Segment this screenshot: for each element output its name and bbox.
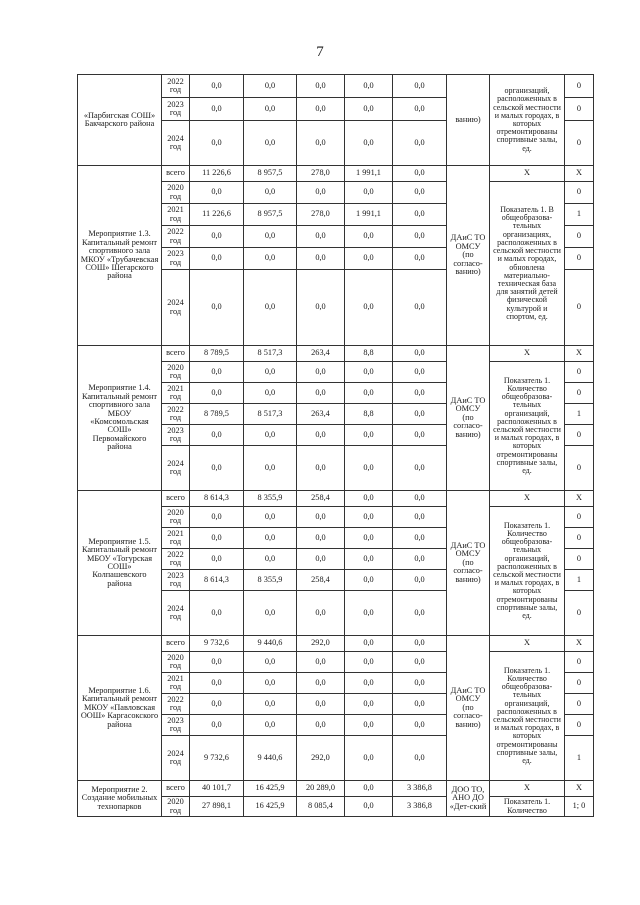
local-budget-cell: 0,0 [345, 226, 393, 248]
executor-cell: ДАиС ТО ОМСУ (по согласо-ванию) [447, 636, 490, 781]
regional-budget-cell: 0,0 [297, 75, 345, 98]
extrabudget-cell: 0,0 [393, 673, 447, 694]
local-budget-cell: 0,0 [345, 570, 393, 591]
target-value-cell: 0 [565, 673, 594, 694]
year-cell: 2024 год [162, 446, 190, 491]
regional-budget-cell: 0,0 [297, 362, 345, 383]
indicator-cell: Показатель 1. Количество общеобразова-тельных организаций, расположенных в сельской местности и малых городах, в которых отремонтированы спортивные залы, ед. [490, 507, 565, 636]
local-budget-cell: 0,0 [345, 528, 393, 549]
extrabudget-cell: 0,0 [393, 570, 447, 591]
year-cell: 2021 год [162, 528, 190, 549]
federal-budget-cell: 0,0 [244, 270, 297, 346]
indicator-cell: Показатель 1. Количество [490, 797, 565, 817]
local-budget-cell: 0,0 [345, 781, 393, 797]
total-funding-cell: 0,0 [190, 182, 244, 204]
year-cell: 2022 год [162, 75, 190, 98]
table-row [78, 166, 594, 182]
total-funding-cell: 0,0 [190, 591, 244, 636]
year-cell: 2023 год [162, 248, 190, 270]
extrabudget-cell: 0,0 [393, 362, 447, 383]
local-budget-cell: 0,0 [345, 491, 393, 507]
federal-budget-cell: 0,0 [244, 182, 297, 204]
target-value-cell: X [565, 166, 594, 182]
target-value-cell: 0 [565, 507, 594, 528]
regional-budget-cell: 292,0 [297, 636, 345, 652]
total-funding-cell: 9 732,6 [190, 636, 244, 652]
regional-budget-cell: 0,0 [297, 425, 345, 446]
target-value-cell: 0 [565, 270, 594, 346]
federal-budget-cell: 0,0 [244, 425, 297, 446]
federal-budget-cell: 8 517,3 [244, 346, 297, 362]
regional-budget-cell: 0,0 [297, 549, 345, 570]
indicator-cell: Показатель 1. Количество общеобразова-тельных организаций, расположенных в сельской местности и малых городах, в которых отремонтированы спортивные залы, ед. [490, 652, 565, 781]
federal-budget-cell: 0,0 [244, 694, 297, 715]
local-budget-cell: 0,0 [345, 425, 393, 446]
extrabudget-cell: 0,0 [393, 248, 447, 270]
extrabudget-cell: 0,0 [393, 346, 447, 362]
local-budget-cell: 0,0 [345, 591, 393, 636]
year-cell: 2024 год [162, 591, 190, 636]
federal-budget-cell: 0,0 [244, 446, 297, 491]
year-cell: 2020 год [162, 362, 190, 383]
extrabudget-cell: 0,0 [393, 736, 447, 781]
activity-name-cell: Мероприятие 1.5. Капитальный ремонт МБОУ «Тогурская СОШ» Колпашевского района [78, 491, 162, 636]
regional-budget-cell: 0,0 [297, 270, 345, 346]
activity-name-cell: «Парбигская СОШ» Бакчарского района [78, 75, 162, 166]
target-value-cell: 0 [565, 182, 594, 204]
local-budget-cell: 1 991,1 [345, 204, 393, 226]
federal-budget-cell: 9 440,6 [244, 736, 297, 781]
local-budget-cell: 8,8 [345, 346, 393, 362]
target-value-cell: 0 [565, 98, 594, 121]
regional-budget-cell: 263,4 [297, 404, 345, 425]
total-funding-cell: 8 789,5 [190, 404, 244, 425]
year-cell: 2020 год [162, 652, 190, 673]
target-value-cell: 1 [565, 736, 594, 781]
local-budget-cell: 0,0 [345, 446, 393, 491]
year-cell: 2021 год [162, 204, 190, 226]
regional-budget-cell: 0,0 [297, 673, 345, 694]
target-value-cell: 0 [565, 362, 594, 383]
target-value-cell: X [565, 636, 594, 652]
total-funding-cell: 8 614,3 [190, 491, 244, 507]
total-funding-cell: 27 898,1 [190, 797, 244, 817]
extrabudget-cell: 0,0 [393, 636, 447, 652]
extrabudget-cell: 0,0 [393, 715, 447, 736]
indicator-x-cell: X [490, 491, 565, 507]
extrabudget-cell: 0,0 [393, 182, 447, 204]
regional-budget-cell: 0,0 [297, 591, 345, 636]
local-budget-cell: 0,0 [345, 383, 393, 404]
extrabudget-cell: 0,0 [393, 446, 447, 491]
extrabudget-cell: 0,0 [393, 652, 447, 673]
indicator-x-cell: X [490, 781, 565, 797]
extrabudget-cell: 3 386,8 [393, 781, 447, 797]
federal-budget-cell: 0,0 [244, 528, 297, 549]
program-table [77, 74, 594, 817]
local-budget-cell: 0,0 [345, 182, 393, 204]
local-budget-cell: 0,0 [345, 694, 393, 715]
year-cell: 2020 год [162, 507, 190, 528]
regional-budget-cell: 0,0 [297, 226, 345, 248]
federal-budget-cell: 0,0 [244, 673, 297, 694]
federal-budget-cell: 0,0 [244, 362, 297, 383]
executor-cell: ДАиС ТО ОМСУ (по согласо-ванию) [447, 166, 490, 346]
year-cell: 2023 год [162, 570, 190, 591]
total-funding-cell: 0,0 [190, 425, 244, 446]
regional-budget-cell: 0,0 [297, 446, 345, 491]
federal-budget-cell: 8 355,9 [244, 570, 297, 591]
federal-budget-cell: 8 957,5 [244, 204, 297, 226]
extrabudget-cell: 0,0 [393, 270, 447, 346]
total-funding-cell: 0,0 [190, 673, 244, 694]
total-funding-cell: 0,0 [190, 226, 244, 248]
indicator-x-cell: X [490, 346, 565, 362]
total-funding-cell: 8 789,5 [190, 346, 244, 362]
activity-name-cell: Мероприятие 2. Создание мобильных технопарков [78, 781, 162, 817]
year-cell: всего [162, 346, 190, 362]
local-budget-cell: 0,0 [345, 652, 393, 673]
target-value-cell: 0 [565, 694, 594, 715]
target-value-cell: 1 [565, 204, 594, 226]
local-budget-cell: 8,8 [345, 404, 393, 425]
local-budget-cell: 0,0 [345, 121, 393, 166]
extrabudget-cell: 0,0 [393, 98, 447, 121]
extrabudget-cell: 0,0 [393, 591, 447, 636]
target-value-cell: 1 [565, 570, 594, 591]
activity-name-cell: Мероприятие 1.6. Капитальный ремонт МКОУ «Павловская ООШ» Каргасокского района [78, 636, 162, 781]
extrabudget-cell: 0,0 [393, 694, 447, 715]
total-funding-cell: 0,0 [190, 270, 244, 346]
year-cell: 2024 год [162, 736, 190, 781]
local-budget-cell: 0,0 [345, 715, 393, 736]
target-value-cell: 0 [565, 248, 594, 270]
executor-cell: ДОО ТО, АНО ДО «Дет-ский [447, 781, 490, 817]
target-value-cell: 1; 0 [565, 797, 594, 817]
regional-budget-cell: 0,0 [297, 652, 345, 673]
year-cell: 2022 год [162, 404, 190, 425]
executor-cell: ДАиС ТО ОМСУ (по согласо-ванию) [447, 491, 490, 636]
federal-budget-cell: 0,0 [244, 715, 297, 736]
target-value-cell: 0 [565, 549, 594, 570]
regional-budget-cell: 278,0 [297, 204, 345, 226]
extrabudget-cell: 0,0 [393, 507, 447, 528]
year-cell: 2020 год [162, 797, 190, 817]
target-value-cell: X [565, 491, 594, 507]
total-funding-cell: 0,0 [190, 549, 244, 570]
target-value-cell: 0 [565, 591, 594, 636]
federal-budget-cell: 8 355,9 [244, 491, 297, 507]
extrabudget-cell: 0,0 [393, 528, 447, 549]
target-value-cell: 1 [565, 404, 594, 425]
federal-budget-cell: 16 425,9 [244, 797, 297, 817]
year-cell: 2022 год [162, 549, 190, 570]
target-value-cell: 0 [565, 75, 594, 98]
regional-budget-cell: 0,0 [297, 121, 345, 166]
federal-budget-cell: 0,0 [244, 652, 297, 673]
total-funding-cell: 0,0 [190, 121, 244, 166]
target-value-cell: 0 [565, 446, 594, 491]
local-budget-cell: 0,0 [345, 673, 393, 694]
year-cell: всего [162, 491, 190, 507]
federal-budget-cell: 8 957,5 [244, 166, 297, 182]
target-value-cell: 0 [565, 528, 594, 549]
target-value-cell: 0 [565, 383, 594, 404]
federal-budget-cell: 0,0 [244, 507, 297, 528]
target-value-cell: 0 [565, 121, 594, 166]
local-budget-cell: 0,0 [345, 75, 393, 98]
target-value-cell: 0 [565, 715, 594, 736]
extrabudget-cell: 0,0 [393, 383, 447, 404]
regional-budget-cell: 0,0 [297, 182, 345, 204]
activity-name-cell: Мероприятие 1.4. Капитальный ремонт спортивного зала МБОУ «Комсомольская СОШ» Первомайского района [78, 346, 162, 491]
total-funding-cell: 11 226,6 [190, 166, 244, 182]
federal-budget-cell: 0,0 [244, 226, 297, 248]
table-body [78, 75, 594, 817]
extrabudget-cell: 0,0 [393, 226, 447, 248]
federal-budget-cell: 0,0 [244, 383, 297, 404]
regional-budget-cell: 0,0 [297, 528, 345, 549]
total-funding-cell: 40 101,7 [190, 781, 244, 797]
local-budget-cell: 0,0 [345, 270, 393, 346]
year-cell: 2023 год [162, 98, 190, 121]
federal-budget-cell: 0,0 [244, 591, 297, 636]
regional-budget-cell: 0,0 [297, 248, 345, 270]
regional-budget-cell: 0,0 [297, 383, 345, 404]
extrabudget-cell: 0,0 [393, 121, 447, 166]
year-cell: 2024 год [162, 121, 190, 166]
total-funding-cell: 0,0 [190, 694, 244, 715]
activity-name-cell: Мероприятие 1.3. Капитальный ремонт спортивного зала МКОУ «Трубачевская СОШ» Шегарского района [78, 166, 162, 346]
year-cell: всего [162, 636, 190, 652]
page-number: 7 [316, 44, 324, 60]
total-funding-cell: 11 226,6 [190, 204, 244, 226]
extrabudget-cell: 0,0 [393, 425, 447, 446]
regional-budget-cell: 0,0 [297, 715, 345, 736]
year-cell: 2021 год [162, 673, 190, 694]
local-budget-cell: 0,0 [345, 507, 393, 528]
indicator-cell: организаций, расположенных в сельской местности и малых городах, в которых отремонтированы спортивные залы, ед. [490, 75, 565, 166]
regional-budget-cell: 258,4 [297, 570, 345, 591]
total-funding-cell: 8 614,3 [190, 570, 244, 591]
federal-budget-cell: 0,0 [244, 121, 297, 166]
local-budget-cell: 0,0 [345, 736, 393, 781]
local-budget-cell: 0,0 [345, 636, 393, 652]
federal-budget-cell: 8 517,3 [244, 404, 297, 425]
indicator-cell: Показатель 1. В общеобразова-тельных организациях, расположенных в сельской местности и малых городах, обновлена материально-техническая база для занятий детей физической культурой и спортом, ед. [490, 182, 565, 346]
target-value-cell: 0 [565, 652, 594, 673]
regional-budget-cell: 0,0 [297, 694, 345, 715]
executor-cell: ДАиС ТО ОМСУ (по согласо-ванию) [447, 346, 490, 491]
year-cell: 2022 год [162, 694, 190, 715]
year-cell: 2024 год [162, 270, 190, 346]
federal-budget-cell: 9 440,6 [244, 636, 297, 652]
regional-budget-cell: 258,4 [297, 491, 345, 507]
table-row [78, 346, 594, 362]
indicator-x-cell: X [490, 166, 565, 182]
total-funding-cell: 9 732,6 [190, 736, 244, 781]
federal-budget-cell: 0,0 [244, 248, 297, 270]
federal-budget-cell: 0,0 [244, 98, 297, 121]
indicator-cell: Показатель 1. Количество общеобразова-тельных организаций, расположенных в сельской местности и малых городах, в которых отремонтированы спортивные залы, ед. [490, 362, 565, 491]
regional-budget-cell: 278,0 [297, 166, 345, 182]
total-funding-cell: 0,0 [190, 652, 244, 673]
target-value-cell: 0 [565, 226, 594, 248]
local-budget-cell: 0,0 [345, 98, 393, 121]
federal-budget-cell: 16 425,9 [244, 781, 297, 797]
target-value-cell: 0 [565, 425, 594, 446]
total-funding-cell: 0,0 [190, 362, 244, 383]
indicator-x-cell: X [490, 636, 565, 652]
table-row [78, 781, 594, 797]
extrabudget-cell: 0,0 [393, 75, 447, 98]
total-funding-cell: 0,0 [190, 446, 244, 491]
regional-budget-cell: 0,0 [297, 98, 345, 121]
total-funding-cell: 0,0 [190, 248, 244, 270]
extrabudget-cell: 0,0 [393, 166, 447, 182]
local-budget-cell: 0,0 [345, 248, 393, 270]
regional-budget-cell: 20 289,0 [297, 781, 345, 797]
extrabudget-cell: 0,0 [393, 491, 447, 507]
year-cell: всего [162, 781, 190, 797]
local-budget-cell: 0,0 [345, 362, 393, 383]
extrabudget-cell: 0,0 [393, 549, 447, 570]
year-cell: 2021 год [162, 383, 190, 404]
extrabudget-cell: 3 386,8 [393, 797, 447, 817]
year-cell: всего [162, 166, 190, 182]
local-budget-cell: 1 991,1 [345, 166, 393, 182]
year-cell: 2022 год [162, 226, 190, 248]
regional-budget-cell: 263,4 [297, 346, 345, 362]
year-cell: 2023 год [162, 715, 190, 736]
regional-budget-cell: 292,0 [297, 736, 345, 781]
total-funding-cell: 0,0 [190, 75, 244, 98]
regional-budget-cell: 8 085,4 [297, 797, 345, 817]
year-cell: 2023 год [162, 425, 190, 446]
total-funding-cell: 0,0 [190, 383, 244, 404]
local-budget-cell: 0,0 [345, 549, 393, 570]
total-funding-cell: 0,0 [190, 98, 244, 121]
table-row [78, 75, 594, 98]
target-value-cell: X [565, 781, 594, 797]
target-value-cell: X [565, 346, 594, 362]
total-funding-cell: 0,0 [190, 715, 244, 736]
extrabudget-cell: 0,0 [393, 404, 447, 425]
year-cell: 2020 год [162, 182, 190, 204]
table-row [78, 636, 594, 652]
total-funding-cell: 0,0 [190, 528, 244, 549]
extrabudget-cell: 0,0 [393, 204, 447, 226]
total-funding-cell: 0,0 [190, 507, 244, 528]
table-row [78, 491, 594, 507]
executor-cell: ванию) [447, 75, 490, 166]
regional-budget-cell: 0,0 [297, 507, 345, 528]
federal-budget-cell: 0,0 [244, 549, 297, 570]
federal-budget-cell: 0,0 [244, 75, 297, 98]
local-budget-cell: 0,0 [345, 797, 393, 817]
